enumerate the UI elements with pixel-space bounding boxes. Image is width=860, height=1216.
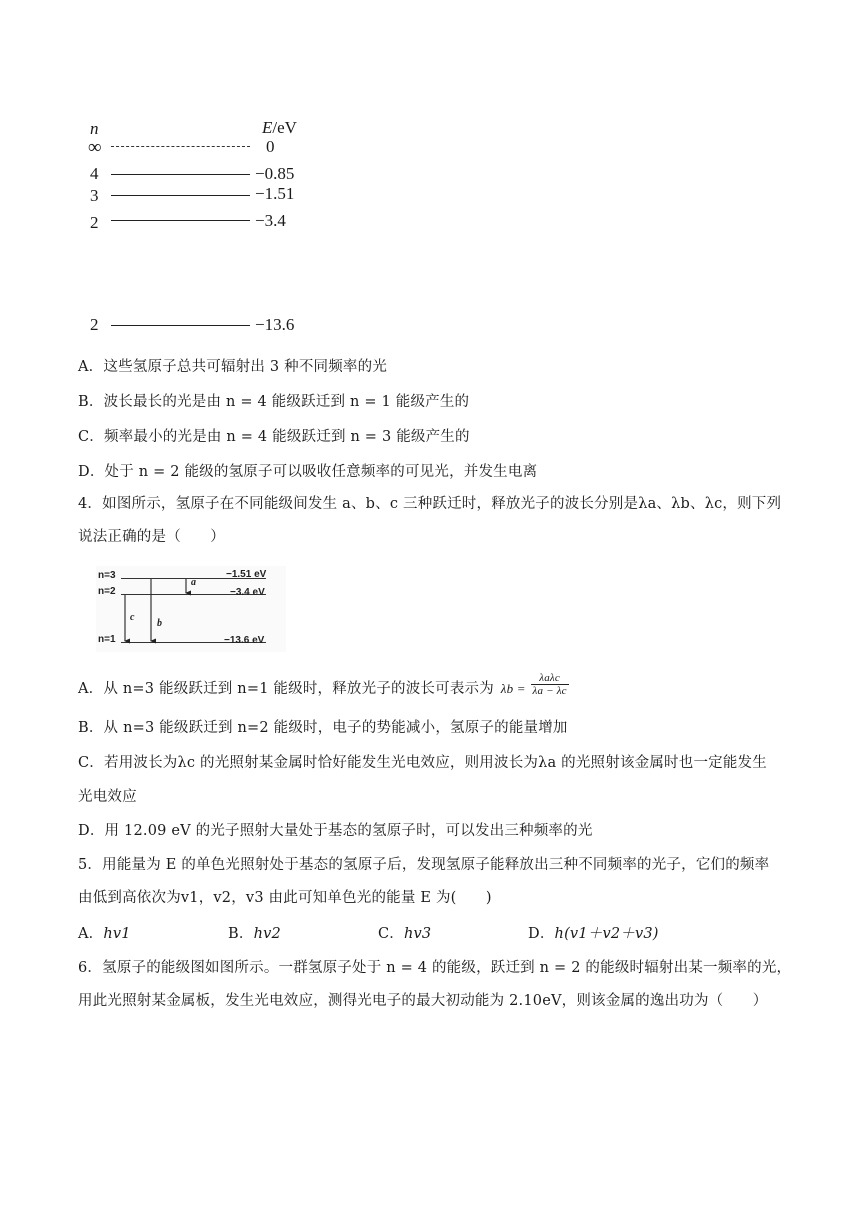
level-line-1 (111, 325, 250, 326)
arrow-label-a: a (191, 577, 196, 588)
energy-axis-label: E/eV (262, 118, 297, 137)
q5-option-b: B．hv2 (228, 926, 281, 942)
level-energy-label: −1.51 eV (226, 569, 267, 580)
level-n-label: 2 (90, 315, 99, 334)
level-energy-label: −3.4 (255, 211, 286, 230)
q3-option-a: A．这些氢原子总共可辐射出 3 种不同频率的光 (78, 359, 388, 375)
level-n-label: n=2 (98, 586, 116, 597)
energy-level-diagram-2 (96, 566, 286, 652)
level-line-2 (111, 220, 250, 221)
formula-fraction: $\frac{\text{λaλc}}{\lambda a - \lambda c}$ (532, 671, 567, 697)
q4-option-b: B．从 n=3 能级跃迁到 n=2 能级时，电子的势能减小，氢原子的能量增加 (78, 720, 568, 736)
level-n-label: 3 (90, 186, 99, 205)
level-n-label: 4 (90, 164, 99, 183)
level-line-4 (111, 174, 250, 175)
q4-option-c-line1: C．若用波长为λc 的光照射某金属时恰好能发生光电效应，则用波长为λa 的光照射该金属时也一定能发生 (78, 755, 767, 771)
q4-option-c-line2: 光电效应 (78, 789, 137, 805)
level-energy-label: −13.6 eV (224, 635, 265, 646)
q4-option-d: D．用 12.09 eV 的光子照射大量处于基态的氢原子时，可以发出三种频率的光 (78, 823, 593, 839)
q6-stem-line2: 用此光照射某金属板，发生光电效应，测得光电子的最大初动能为 2.10eV，则该金属的逸出功为（ ） (78, 993, 768, 1009)
q3-option-c: C．频率最小的光是由 n = 4 能级跃迁到 n = 3 能级产生的 (78, 429, 470, 445)
q3-option-d: D．处于 n = 2 能级的氢原子可以吸收任意频率的可见光，并发生电离 (78, 464, 538, 480)
level-energy-label: −1.51 (255, 184, 295, 203)
level-n-label: n=3 (98, 570, 116, 581)
q5-option-c: C．hv3 (378, 926, 432, 942)
level-energy-label: −3.4 eV (230, 587, 265, 598)
level-line-3 (111, 195, 250, 196)
level-n-label: ∞ (88, 137, 102, 158)
q4-option-a: A．从 n=3 能级跃迁到 n=1 能级时，释放光子的波长可表示为 λb = $\frac{\text{λaλc}}{\lambda a - \lambda c}$ (78, 671, 567, 697)
q5-stem-line1: 5．用能量为 E 的单色光照射处于基态的氢原子后，发现氢原子能释放出三种不同频率的光子，它们的频率 (78, 857, 770, 873)
level-n-label: 2 (90, 213, 99, 232)
n-axis-label: n (90, 119, 99, 138)
q5-option-d: D．h(v1＋v2＋v3) (528, 926, 659, 942)
q5-option-a: A．hv1 (78, 926, 131, 942)
q6-stem-line1: 6．氢原子的能级图如图所示。一群氢原子处于 n = 4 的能级，跃迁到 n = 2 的能级时辐射出某一频率的光， (78, 960, 792, 976)
energy-level-diagram-1 (80, 115, 320, 345)
arrow-label-c: c (130, 612, 135, 623)
q4-stem-line1: 4．如图所示，氢原子在不同能级间发生 a、b、c 三种跃迁时，释放光子的波长分别是λa、λb、λc，则下列 (78, 496, 782, 512)
level-n-label: n=1 (98, 634, 116, 645)
level-line-infinity (111, 146, 250, 147)
level-energy-label: −0.85 (255, 164, 295, 183)
arrow-label-b: b (157, 618, 162, 629)
level-energy-label: −13.6 (255, 315, 295, 334)
formula-lhs: λb = (500, 681, 526, 696)
q4-stem-line2: 说法正确的是（ ） (78, 529, 225, 545)
q5-stem-line2: 由低到高依次为v1，v2，v3 由此可知单色光的能量 E 为( ) (78, 890, 492, 906)
level-energy-label: 0 (266, 137, 275, 156)
q3-option-b: B．波长最长的光是由 n = 4 能级跃迁到 n = 1 能级产生的 (78, 394, 470, 410)
